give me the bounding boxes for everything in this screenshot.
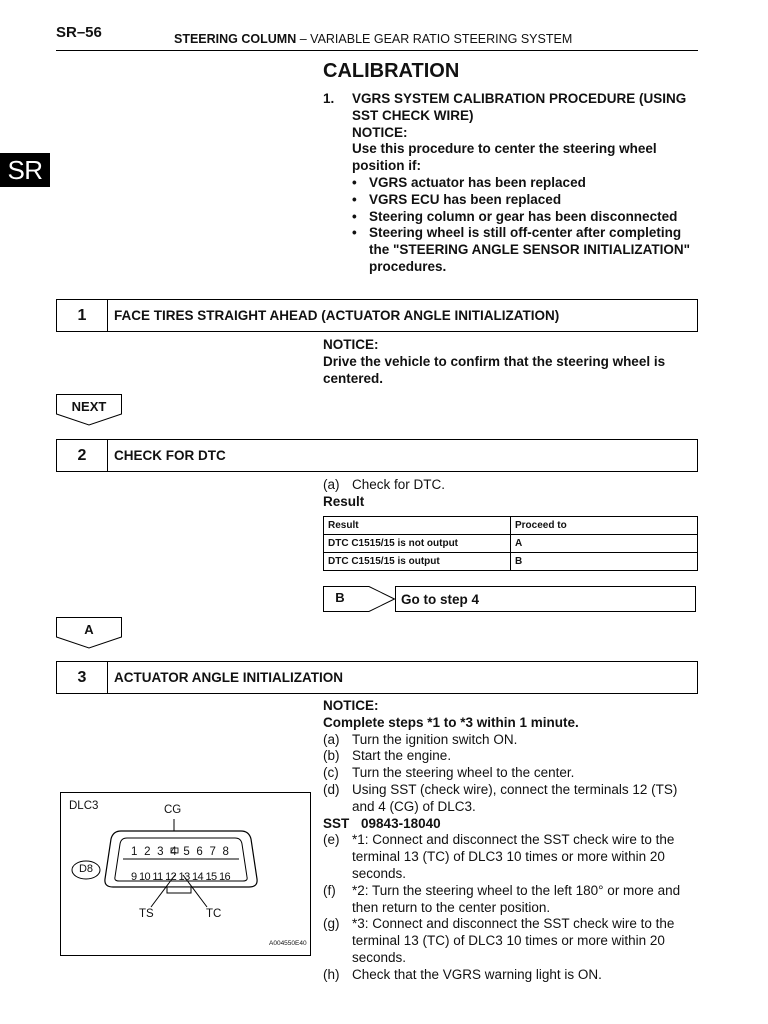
list-item-text-cont: seconds. (352, 949, 407, 965)
procedure-heading-line2: SST CHECK WIRE) (352, 107, 474, 123)
list-item-text-cont: seconds. (352, 865, 407, 881)
step-2-check (323, 477, 703, 511)
list-item (323, 832, 698, 849)
bullet-item (323, 209, 703, 226)
header-separator: – (299, 32, 307, 46)
list-item-text-cont: and 4 (CG) of DLC3. (352, 798, 476, 814)
list-item-letter: (f) (323, 882, 336, 898)
pin-number: 14 (192, 871, 204, 883)
step-2-check-text: Check for DTC. (352, 477, 446, 492)
pin-number: 15 (205, 871, 217, 883)
step-1-number: 1 (57, 300, 108, 331)
procedure-heading-line1: VGRS SYSTEM CALIBRATION PROCEDURE (USING (352, 91, 687, 106)
list-item-text: *1: Connect and disconnect the SST check wire to the (352, 832, 675, 848)
list-item-text: Turn the steering wheel to the center. (352, 765, 575, 781)
step-1-notice-label: NOTICE: (323, 337, 379, 352)
list-item-text: Using SST (check wire), connect the terminals 12 (TS) (352, 781, 678, 797)
table-header: Proceed to (511, 517, 698, 535)
step-1-box (56, 299, 698, 332)
list-item-text-cont: then return to the center position. (352, 899, 551, 915)
table-cell: A (511, 535, 698, 553)
table-cell: DTC C1515/15 is output (324, 553, 511, 571)
pin-number: 13 (178, 871, 190, 883)
list-item-letter: (e) (323, 832, 340, 848)
top-pin-row (131, 846, 229, 858)
list-item-text: Check that the VGRS warning light is ON. (352, 966, 602, 982)
bullet-text-cont: the "STEERING ANGLE SENSOR INITIALIZATION" (369, 242, 691, 258)
bullet-item (323, 175, 703, 192)
list-item (323, 782, 698, 799)
step-3-notice-text: Complete steps *1 to *3 within 1 minute. (323, 714, 579, 730)
bullet-text: VGRS actuator has been replaced (369, 174, 586, 190)
bullet-text: Steering column or gear has been disconnected (369, 208, 678, 224)
list-item-letter: (a) (323, 731, 340, 747)
pin-number: 1 (131, 846, 138, 858)
step-1-notice-line2: centered. (323, 370, 384, 386)
step-2-number: 2 (57, 440, 108, 471)
list-item-text-cont: terminal 13 (TC) of DLC3 10 times or more within 20 (352, 849, 665, 865)
bottom-pin-row (131, 871, 230, 883)
pin-number: 8 (222, 846, 229, 858)
list-item-letter: (b) (323, 748, 340, 764)
result-label: Result (323, 493, 365, 509)
a-tag (56, 617, 122, 649)
table-header-row (324, 517, 698, 535)
list-item (323, 732, 698, 749)
header-rule (56, 50, 698, 51)
step-3-notice-label: NOTICE: (323, 698, 379, 713)
tc-label: TC (206, 908, 222, 920)
procedure-notice-label: NOTICE: (352, 124, 408, 140)
list-item-letter: (g) (323, 916, 340, 932)
next-label: NEXT (71, 399, 107, 414)
pin-number: 9 (131, 871, 137, 883)
header-section: STEERING COLUMN (174, 32, 297, 46)
step-1-notice-line1: Drive the vehicle to confirm that the steering wheel is (323, 353, 666, 369)
bullet-item (323, 225, 703, 275)
page-number: SR–56 (56, 24, 102, 41)
step-2-title: CHECK FOR DTC (114, 448, 226, 463)
b-label: B (335, 590, 345, 605)
d8-label: D8 (78, 863, 94, 875)
step-3-title: ACTUATOR ANGLE INITIALIZATION (114, 670, 343, 685)
step-1-title: FACE TIRES STRAIGHT AHEAD (ACTUATOR ANGLE INITIALIZATION) (114, 308, 560, 323)
pin-number: 4 (170, 846, 177, 858)
sst-label: SST (323, 815, 350, 831)
pin-number: 3 (157, 846, 164, 858)
bullet-dot: • (352, 208, 357, 224)
list-item-text: Turn the ignition switch ON. (352, 731, 518, 747)
pin-number: 16 (218, 871, 230, 883)
section-side-tab: SR (0, 153, 50, 187)
step-2-check-row (323, 477, 703, 494)
bullet-text-cont: procedures. (369, 258, 447, 274)
pin-number: 5 (183, 846, 190, 858)
step-3-content (323, 698, 698, 984)
bullet-text: Steering wheel is still off-center after completing (369, 225, 682, 241)
list-item-letter: (d) (323, 781, 340, 797)
pin-number: 7 (209, 846, 216, 858)
page-title: CALIBRATION (323, 60, 460, 82)
cg-label: CG (164, 804, 182, 816)
procedure-intro-line2: position if: (352, 158, 421, 174)
step-3-box (56, 661, 698, 694)
procedure-intro (323, 91, 703, 276)
dlc3-label: DLC3 (69, 800, 99, 812)
running-header (174, 32, 572, 46)
pin-number: 2 (144, 846, 151, 858)
list-item (323, 916, 698, 933)
bullet-text: VGRS ECU has been replaced (369, 191, 562, 207)
procedure-heading (323, 91, 703, 108)
sst-number: 09843-18040 (361, 815, 441, 831)
list-item-letter: (h) (323, 966, 340, 982)
bullet-dot: • (352, 191, 357, 207)
list-item (323, 967, 698, 984)
table-header: Result (324, 517, 511, 535)
list-item-letter: (c) (323, 765, 339, 781)
pin-number: 12 (165, 871, 177, 883)
pin-number: 6 (196, 846, 203, 858)
step-1-notice (323, 337, 703, 387)
result-table (323, 516, 698, 571)
dlc3-connector-figure (60, 792, 311, 956)
figure-code: A004550E40 (269, 940, 307, 947)
step-2-check-letter: (a) (323, 477, 340, 492)
list-item (323, 883, 698, 900)
list-item (323, 765, 698, 782)
b-tag (323, 586, 395, 612)
pin-number: 10 (138, 871, 150, 883)
bullet-dot: • (352, 225, 357, 241)
table-row (324, 535, 698, 553)
bullet-dot: • (352, 174, 357, 190)
sst-line (323, 816, 698, 833)
ts-label: TS (139, 908, 154, 920)
list-item-text: *3: Connect and disconnect the SST check wire to the (352, 916, 675, 932)
step-3-number: 3 (57, 662, 108, 693)
pin-number: 11 (152, 871, 163, 883)
bullet-item (323, 192, 703, 209)
list-item-text: *2: Turn the steering wheel to the left 180° or more and (352, 882, 681, 898)
table-row (324, 553, 698, 571)
list-item (323, 748, 698, 765)
procedure-number: 1. (323, 91, 335, 106)
list-item-text-cont: terminal 13 (TC) of DLC3 10 times or more within 20 (352, 933, 665, 949)
a-label: A (84, 622, 94, 637)
procedure-intro-line1: Use this procedure to center the steering wheel (352, 141, 657, 157)
table-cell: B (511, 553, 698, 571)
next-tag (56, 394, 122, 426)
step-2-box (56, 439, 698, 472)
list-item-text: Start the engine. (352, 748, 452, 764)
header-subsection: VARIABLE GEAR RATIO STEERING SYSTEM (310, 32, 573, 46)
go-to-step-box: Go to step 4 (395, 586, 696, 612)
table-cell: DTC C1515/15 is not output (324, 535, 511, 553)
